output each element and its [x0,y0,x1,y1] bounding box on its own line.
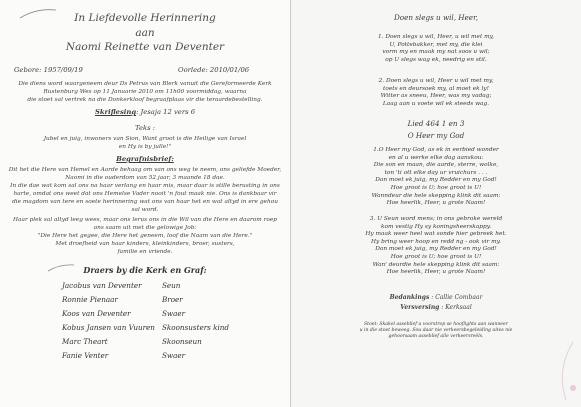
deceased-name: Naomi Reinette van Deventer [65,41,225,53]
letter-line: "Die Here het gegee, die Here het geneem, loof die Naam van die Here." [37,233,253,239]
letter-line: familie en vriende. [117,249,173,255]
death-date: Oorlede: 2010/01/06 [178,66,250,74]
poem-line: Hy bring weer hoop en redd ng - ook vir my. [371,238,501,245]
poem-line: Hoe groot is U; hoe groot is U! [390,184,482,191]
poem-line: Hoe heerlik, Heer, u grote Naam! [386,200,486,207]
bearer-relation: Broer [162,295,183,304]
poem-line: Hoe heerlik, Heer, u grote Naam! [386,269,486,276]
service-line: Rustenburg Wes op 11 Januarie 2010 om 11h00 voormiddag, waarna [43,89,247,95]
poem-line: op U slegs wag ek, needrig en stil. [385,56,487,63]
bearer-row [62,309,252,319]
poem-line: 2. Doen slegs u wil, Heer u wil met my, [378,78,494,84]
poem-line: Witter as sneeu, Heer, was my vadag; [380,93,492,100]
letter-line: die magdom van tere en soete herinnering wat ons van haar het en wat altyd in ere gehou [12,199,278,205]
poem-line: toets en deursoek my, al moet ek ly! [383,85,489,92]
thanks-label: Bedankings [389,294,430,301]
poem-line: vorm my en maak my nat soos u wil; [382,49,490,56]
scripture-reference: : Jesaja 12 vers 6 [136,108,196,116]
bearer-row [62,295,252,305]
teks-line: Jubel en juig, inwoners van Sion, Want groot is die Heilige van Israel [43,136,247,142]
hymn-title: O Heer my God [407,131,465,140]
service-line: Die diens word waargeneem deur Ds Petrus van Blerk vanuit die Gereformeerde Kerk [18,81,272,87]
poem-line: U, Pottebakker, met my, die klei [389,41,483,48]
letter-line: Dit het die Here van Hemel en Aarde behaag om van ons weg te neem, ons geliefde Moeder, [8,167,282,173]
bearer-row [62,323,252,333]
letter-line: Naomi in die ouderdom van 52 jaar, 3 maande 18 dae. [65,175,225,181]
birth-date: Gebore: 1957/09/19 [14,66,83,74]
bearer-relation: Skoonseun [162,337,202,346]
note-line: u in die stoet beweeg. Sou daar nie verkeersbegeleiding uites nie [359,328,513,333]
note-line: gehoorsaam asseblief alle verkeersreëls. [388,334,484,339]
bearer-name: Kobus Jansen van Vuuren [62,323,155,332]
poem-line: en al u werke elke dag aanskou: [388,154,484,161]
service-line: die stoet sal vertrek na die Donkerkloof begraafplaas vir die teraardebestelling. [27,97,263,103]
bearer-name: Jacobus van Deventer [62,281,142,290]
letter-label: Begrafnisbrief: [116,155,174,163]
poem-line: Dan moet ek juig, my Redder en my God! [375,246,497,253]
decorative-flower-icon [511,330,581,407]
poem-line: Wan' deurdie hele skepping klink dit saam: [372,261,500,268]
note-line: Stoet: Skakel asseblief u voorstrop se hooflights aan wanneer [364,322,508,327]
song-heading: Doen slegs u wil, Heer, [393,13,478,22]
poem-line: Dan moet ek juig, my Redder en my God! [375,177,497,184]
refreshments-label: Versversing [400,304,440,311]
teks-line: en Hy is by julle!" [118,144,172,150]
refreshments-line [291,304,581,311]
bearer-relation: Seun [162,281,181,290]
scripture-label: Skriflesing [94,108,137,116]
bearer-name: Ronnie Pienaar [62,295,118,304]
poem-line: kom vestig Hy sy koningsheerskappy. [380,223,492,230]
bearer-relation: Swaer [162,309,186,318]
title-line-1: In Liefdevolle Herinnering [74,12,216,24]
refreshments-value: : Kerksaal [441,304,472,311]
thanks-line [291,294,581,301]
poem-line: 1.O Heer my God, as ek in eerbied wonder [373,147,499,153]
letter-line: Met droefheid van haar kinders, kleinkinders, broer, susters, [55,241,235,247]
poem-line: Hy maak weer heel wat sonde hier gebreek het. [365,231,507,238]
bearer-row [62,281,252,291]
bearer-name: Marc Theart [62,337,108,346]
poem-line: Wanndeur die hele skepping klink dit saam: [371,192,501,199]
poem-line: 3. U Seun word mens; in ons gebroke wereld [369,216,503,222]
poem-line: Hoe groot is U; hoe groot is U! [390,253,482,260]
scripture-reading [0,108,290,116]
letter-line: In die dae wat kom sal ons na haar verlang en haar mis, maar daar is stille berusting in ons [10,183,280,189]
bearer-relation: Swaer [162,351,186,360]
song-stanza-2 [291,78,581,108]
poem-line: Die son en maan, die aarde, sterre, wolke, [373,162,499,169]
teks-label: Teks : [134,124,156,132]
title-line-2: aan [135,27,155,39]
bearer-name: Koos van Deventer [62,309,131,318]
poem-line: ton 'ti ott elke day ur vruichurs . . . [384,169,488,176]
bearer-name: Fanie Venter [62,351,109,360]
poem-line: Laag aan u voete wil ek steeds wag. [382,100,490,107]
hymn-verse-1 [291,147,581,208]
bearer-row [62,351,252,361]
bearer-relation: Skoonsusters kind [162,323,230,332]
right-page [291,0,581,407]
letter-line: Haar plek sal altyd leeg wees, maar ons lerus ons in die Wil van die Here en daarom roep [13,217,277,223]
letter-line: harte, omdat ons weet dat ons Hemelse Vader nooit 'n fout maak nie. Ons is dankbaar vir [13,191,277,197]
bearer-row [62,337,252,347]
bearers-header: Draers by die Kerk en Graf: [83,265,207,275]
letter-line: sal word. [131,207,159,213]
letter-line: ons saam uit met die gelowige Job: [93,225,197,231]
hymn-number: Lied 464 1 en 3 [407,119,465,128]
hymn-verse-3 [291,216,581,277]
song-stanza-1 [291,34,581,64]
poem-line: 1. Doen slegs u wil, Heer, u wil met my, [377,34,494,40]
thanks-value: : Callie Combaar [431,294,483,301]
